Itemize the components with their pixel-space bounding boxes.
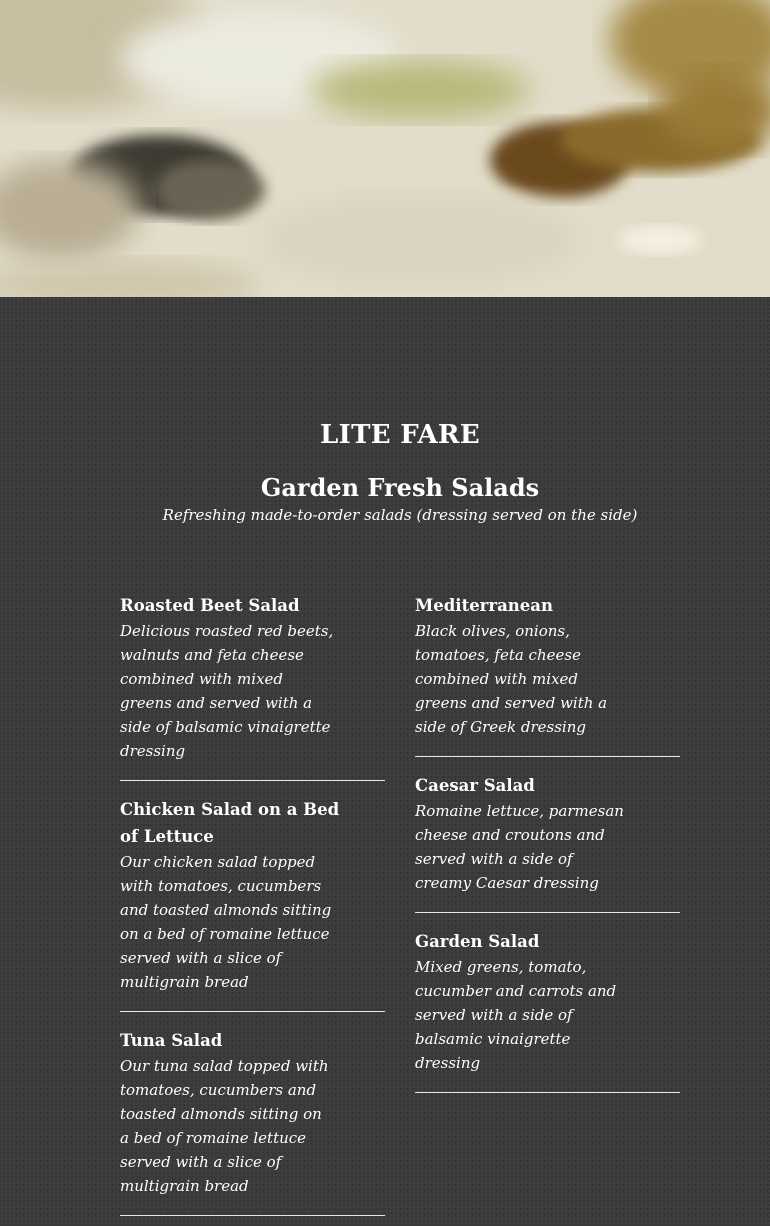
menu-item xyxy=(415,772,680,913)
menu-item-name: Mediterranean xyxy=(415,596,553,615)
section-description: Refreshing made-to-order salads (dressing served on the side) xyxy=(162,506,638,524)
menu-item-name: Garden Salad xyxy=(415,932,540,951)
menu-item xyxy=(120,592,385,781)
menu-item-name: Caesar Salad xyxy=(415,776,535,795)
section-subtitle: Garden Fresh Salads xyxy=(260,473,540,502)
menu-item xyxy=(120,1027,385,1216)
section-title: LITE FARE xyxy=(320,420,480,450)
hero-photo xyxy=(0,0,770,297)
menu-item-description: Black olives, onions, tomatoes, feta cheese combined with mixed greens and served with a side of Greek dressing xyxy=(415,622,608,736)
menu-item-description: Our tuna salad topped with tomatoes, cucumbers and toasted almonds sitting on a bed of romaine lettuce served with a slice of multigrain bread xyxy=(120,1057,329,1195)
menu-item-description: Delicious roasted red beets, walnuts and feta cheese combined with mixed greens and served with a side of balsamic vinaigrette dressing xyxy=(120,622,334,760)
menu-section xyxy=(0,297,770,1226)
menu-column-right xyxy=(415,592,680,1108)
menu-item xyxy=(120,796,385,1012)
menu-item-name: Tuna Salad xyxy=(120,1031,223,1050)
menu-item-description: Romaine lettuce, parmesan cheese and croutons and served with a side of creamy Caesar dressing xyxy=(415,802,624,892)
menu-item xyxy=(415,928,680,1093)
menu-item-description: Our chicken salad topped with tomatoes, cucumbers and toasted almonds sitting on a bed of romaine lettuce served with a slice of multigrain bread xyxy=(120,853,332,991)
menu-item-description: Mixed greens, tomato, cucumber and carrots and served with a side of balsamic vinaigrette dressing xyxy=(415,958,617,1072)
menu-item xyxy=(415,592,680,757)
menu-column-left xyxy=(120,592,385,1226)
hero-image xyxy=(0,0,770,297)
menu-item-name: Chicken Salad on a Bed of Lettuce xyxy=(120,800,340,846)
menu-item-name: Roasted Beet Salad xyxy=(120,596,300,615)
